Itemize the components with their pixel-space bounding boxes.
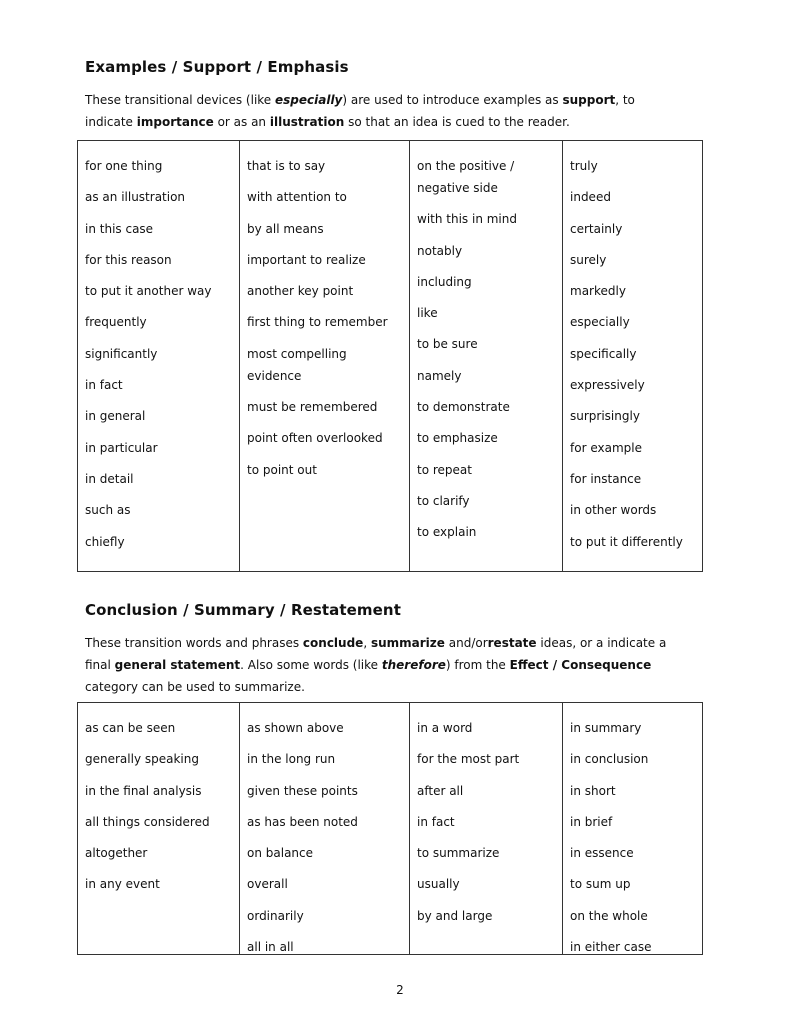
intro-text: ) from the — [445, 658, 510, 672]
transition-phrase: all things considered — [85, 814, 210, 829]
transition-phrase: on the positive / negative side — [417, 159, 515, 195]
transition-phrase: especially — [570, 315, 630, 330]
transition-phrase: in either case — [570, 940, 652, 955]
table-column-3 — [409, 141, 562, 571]
section-title-examples: Examples / Support / Emphasis — [85, 58, 349, 76]
intro-text: ideas, or a indicate a final — [85, 636, 667, 672]
emphasized-term: general statement — [114, 658, 241, 672]
table-column-3 — [409, 703, 562, 954]
transition-phrase: most compelling evidence — [247, 346, 347, 383]
transition-phrase: in summary — [570, 721, 642, 735]
transition-phrase: generally speaking — [85, 752, 199, 767]
transition-phrase: as an illustration — [85, 190, 186, 205]
transition-phrase: in short — [570, 783, 616, 798]
transition-phrase: to put it another way — [85, 284, 212, 299]
table-column-2 — [239, 141, 409, 571]
transition-phrase: truly — [570, 159, 598, 173]
transition-phrase: in detail — [85, 471, 134, 486]
emphasized-term: illustration — [269, 115, 345, 129]
transition-phrase: frequently — [85, 315, 147, 330]
transition-phrase: another key point — [247, 284, 354, 299]
transition-table-examples — [77, 140, 703, 572]
transition-phrase: to emphasize — [417, 431, 498, 446]
transition-phrase: must be remembered — [247, 400, 378, 415]
table-column-1 — [78, 703, 239, 954]
intro-text: These transition words and phrases — [85, 636, 303, 650]
transition-phrase: to demonstrate — [417, 400, 510, 415]
transition-phrase: with this in mind — [417, 212, 517, 227]
intro-text: . Also some words (like — [240, 658, 382, 672]
transition-phrase: as can be seen — [85, 721, 176, 735]
table-column-2 — [239, 703, 409, 954]
intro-text: category can be used to summarize. — [85, 680, 305, 694]
table-column-4 — [562, 141, 702, 571]
transition-phrase: in the long run — [247, 752, 336, 767]
emphasized-term: therefore — [381, 658, 446, 672]
transition-phrase: given these points — [247, 783, 358, 798]
transition-phrase: for one thing — [85, 159, 163, 173]
transition-phrase: markedly — [570, 284, 626, 299]
section-intro-conclusion — [85, 632, 685, 698]
transition-phrase: including — [417, 274, 472, 289]
emphasized-term: support — [562, 93, 616, 107]
transition-phrase: important to realize — [247, 252, 366, 267]
emphasized-term: restate — [487, 636, 537, 650]
emphasized-term: summarize — [370, 636, 445, 650]
page-number: 2 — [396, 983, 404, 997]
transition-table-conclusion — [77, 702, 703, 955]
intro-text: , — [363, 636, 371, 650]
transition-phrase: for instance — [570, 471, 642, 486]
transition-phrase: surely — [570, 252, 607, 267]
transition-phrase: expressively — [570, 378, 645, 393]
transition-phrase: by and large — [417, 908, 493, 923]
transition-phrase: in particular — [85, 440, 158, 455]
transition-phrase: like — [417, 306, 438, 321]
transition-phrase: on the whole — [570, 908, 648, 923]
transition-phrase: as has been noted — [247, 814, 358, 829]
transition-phrase: specifically — [570, 346, 637, 361]
transition-phrase: in general — [85, 409, 146, 424]
transition-phrase: in fact — [417, 814, 455, 829]
transition-phrase: such as — [85, 503, 131, 518]
transition-phrase: indeed — [570, 190, 611, 205]
transition-phrase: to sum up — [570, 877, 631, 892]
transition-phrase: in conclusion — [570, 752, 649, 767]
transition-phrase: for the most part — [417, 752, 520, 767]
emphasized-term: especially — [275, 93, 343, 107]
emphasized-term: conclude — [302, 636, 364, 650]
transition-phrase: to put it differently — [570, 534, 683, 549]
transition-phrase: in brief — [570, 814, 613, 829]
emphasized-term: Effect / Consequence — [509, 658, 652, 672]
transition-phrase: after all — [417, 783, 464, 798]
table-column-1 — [78, 141, 239, 571]
transition-phrase: to be sure — [417, 337, 478, 352]
table-column-4 — [562, 703, 702, 954]
intro-text: These transitional devices (like — [85, 93, 275, 107]
section-intro-examples — [85, 89, 685, 133]
transition-phrase: to repeat — [417, 462, 472, 477]
transition-phrase: in a word — [417, 721, 473, 735]
transition-phrase: surprisingly — [570, 409, 640, 424]
transition-phrase: for example — [570, 440, 642, 455]
transition-phrase: in other words — [570, 503, 657, 518]
transition-phrase: to point out — [247, 462, 317, 477]
transition-phrase: all in all — [247, 940, 294, 955]
transition-phrase: to explain — [417, 525, 477, 540]
intro-text: or as an — [213, 115, 270, 129]
section-title-conclusion: Conclusion / Summary / Restatement — [85, 601, 401, 619]
transition-phrase: altogether — [85, 846, 148, 861]
transition-phrase: ordinarily — [247, 908, 304, 923]
transition-phrase: to clarify — [417, 493, 470, 508]
transition-phrase: overall — [247, 877, 288, 892]
transition-phrase: in fact — [85, 378, 123, 393]
transition-phrase: certainly — [570, 221, 623, 236]
transition-phrase: significantly — [85, 346, 158, 361]
intro-text: and/or — [444, 636, 488, 650]
intro-text: so that an idea is cued to the reader. — [344, 115, 570, 129]
transition-phrase: in any event — [85, 877, 160, 892]
transition-phrase: first thing to remember — [247, 315, 388, 330]
transition-phrase: in the final analysis — [85, 783, 202, 798]
transition-phrase: that is to say — [247, 159, 326, 173]
transition-phrase: on balance — [247, 846, 314, 861]
transition-phrase: for this reason — [85, 252, 172, 267]
transition-phrase: notably — [417, 243, 463, 258]
intro-text: , to indicate — [85, 93, 635, 129]
transition-phrase: chiefly — [85, 534, 125, 549]
transition-phrase: in this case — [85, 221, 154, 236]
transition-phrase: to summarize — [417, 846, 500, 861]
transition-phrase: with attention to — [247, 190, 347, 205]
transition-phrase: as shown above — [247, 721, 344, 735]
emphasized-term: importance — [136, 115, 214, 129]
transition-phrase: namely — [417, 368, 462, 383]
transition-phrase: usually — [417, 877, 460, 892]
transition-phrase: in essence — [570, 846, 634, 861]
intro-text: ) are used to introduce examples as — [342, 93, 563, 107]
transition-phrase: point often overlooked — [247, 431, 383, 446]
transition-phrase: by all means — [247, 221, 324, 236]
